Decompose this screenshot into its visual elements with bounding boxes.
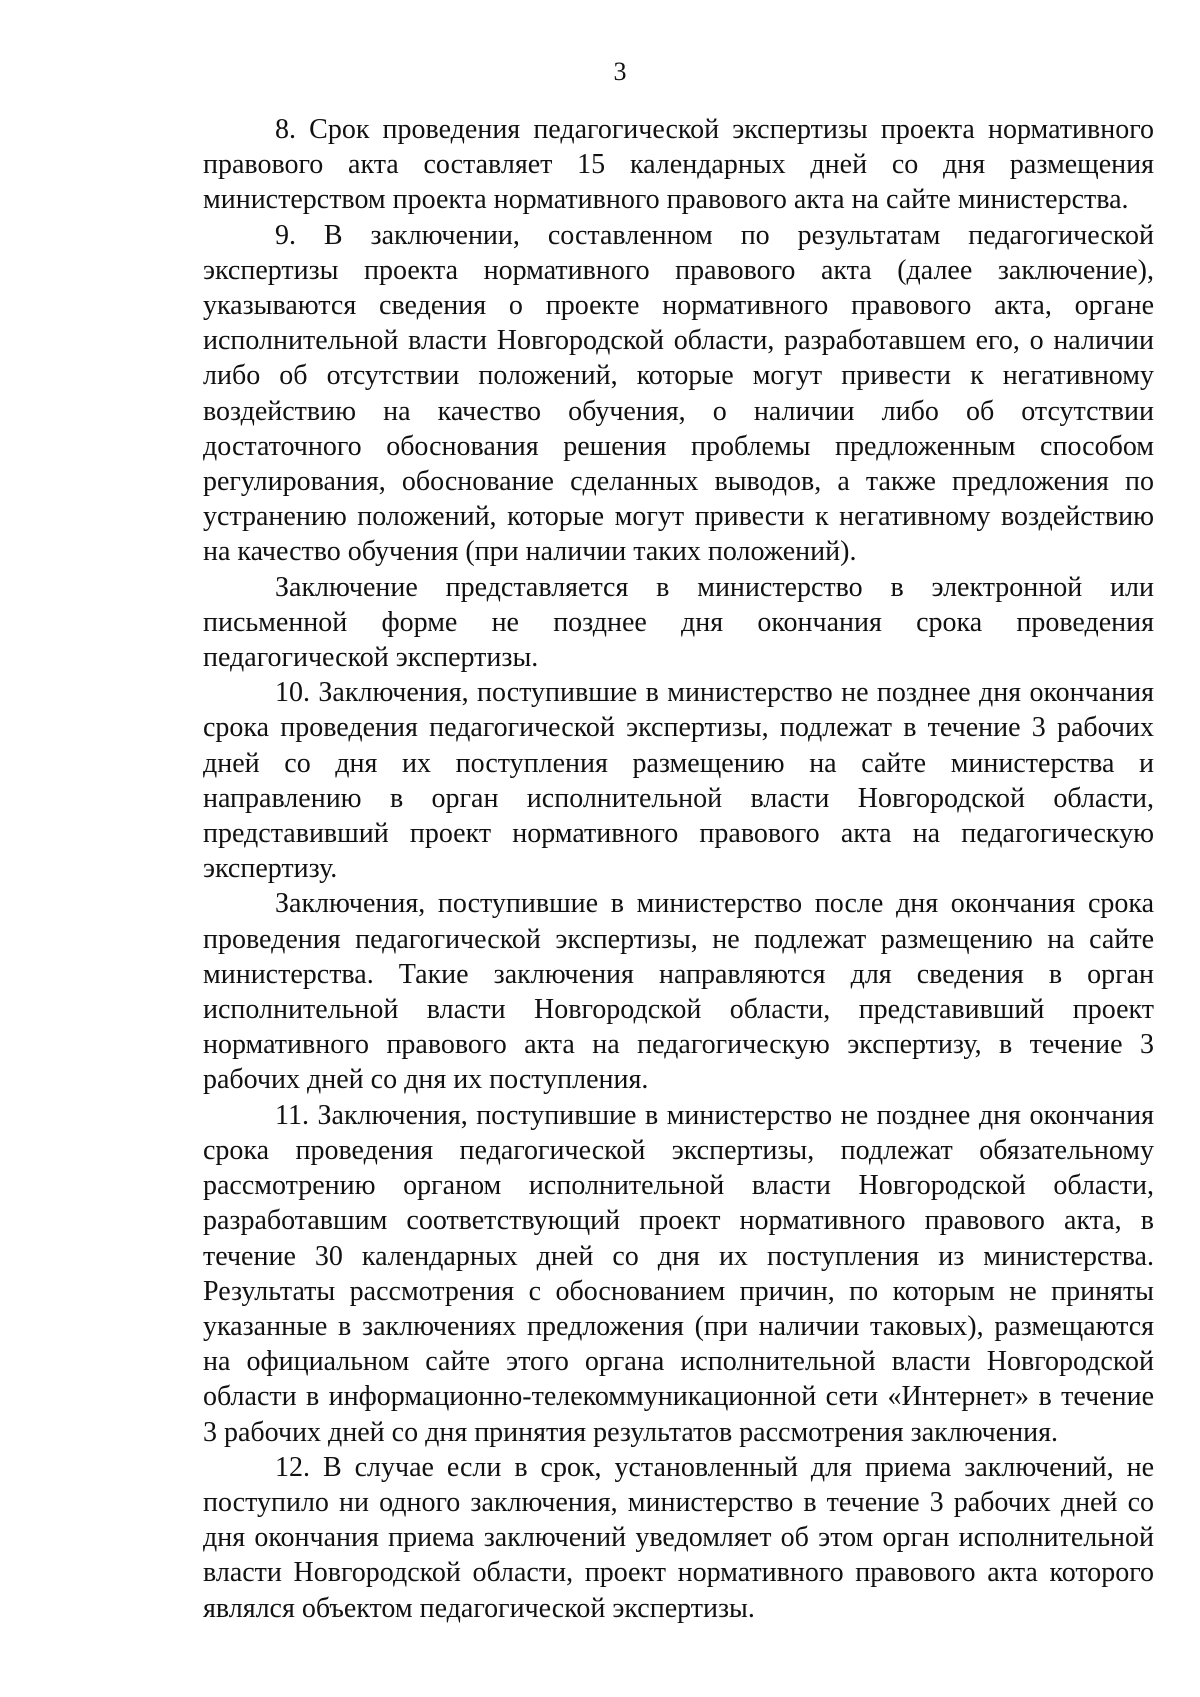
paragraph-item-12: 12. В случае если в срок, установленный для приема заключений, не поступило ни одного заключения, министерство в течение 3 рабочих дней со дня окончания приема заключений уведомляет об этом орган исполнительной власти Новгородской области, проект нормативного правового акта которого являлся объектом педагогической экспертизы. <box>203 1451 1154 1624</box>
paragraph-item-10: 10. Заключения, поступившие в министерство не позднее дня окончания срока проведения педагогической экспертизы, подлежат в течение 3 рабочих дней со дня их поступления размещению на сайте министерства и направлению в орган исполнительной власти Новгородской области, представивший проект нормативного правового акта на педагогическую экспертизу. <box>203 677 1154 885</box>
paragraph-conclusion-submission: Заключение представляется в министерство в электронной или письменной форме не позднее дня окончания срока проведения педагогической экспертизы. <box>203 571 1154 674</box>
paragraph-item-9: 9. В заключении, составленном по результатам педагогической экспертизы проекта нормативного правового акта (далее заключение), указываются сведения о проекте нормативного правового акта, органе исполнительной власти Новгородской области, разработавшем его, о наличии либо об отсутствии положений, которые могут привести к негативному воздействию на качество обучения, о наличии либо об отсутствии достаточного обоснования решения проблемы предложенным способом регулирования, обоснование сделанных выводов, а также предложения по устранению положений, которые могут привести к негативному воздействию на качество обучения (при наличии таких положений). <box>203 219 1154 568</box>
page-number: 3 <box>613 57 627 86</box>
paragraph-late-conclusions: Заключения, поступившие в министерство после дня окончания срока проведения педагогической экспертизы, не подлежат размещению на сайте министерства. Такие заключения направляются для сведения в орган исполнительной власти Новгородской области, представивший проект нормативного правового акта на педагогическую экспертизу, в течение 3 рабочих дней со дня их поступления. <box>203 888 1154 1096</box>
document-body <box>203 112 1154 1626</box>
paragraph-item-11: 11. Заключения, поступившие в министерство не позднее дня окончания срока проведения педагогической экспертизы, подлежат обязательному рассмотрению органом исполнительной власти Новгородской области, разработавшим соответствующий проект нормативного правового акта, в течение 30 календарных дней со дня их поступления из министерства. Результаты рассмотрения с обоснованием причин, по которым не приняты указанные в заключениях предложения (при наличии таковых), размещаются на официальном сайте этого органа исполнительной власти Новгородской области в информационно-телекоммуникационной сети «Интернет» в течение 3 рабочих дней со дня принятия результатов рассмотрения заключения. <box>203 1099 1154 1448</box>
paragraph-item-8: 8. Срок проведения педагогической экспертизы проекта нормативного правового акта составляет 15 календарных дней со дня размещения министерством проекта нормативного правового акта на сайте министерства. <box>203 114 1154 216</box>
